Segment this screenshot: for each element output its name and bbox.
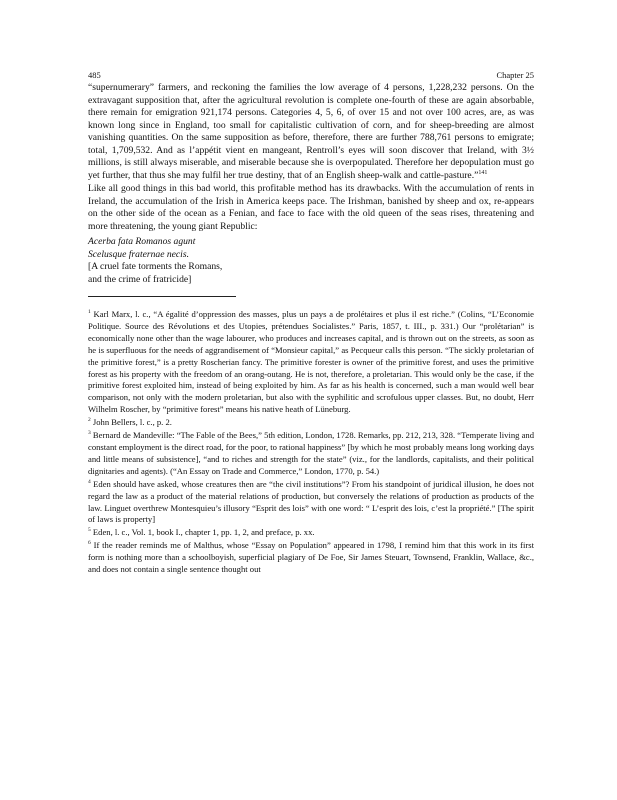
footnote — [88, 430, 534, 478]
footnote-number: 1 — [88, 309, 91, 316]
verse-latin-line: Scelusque fraternae necis. — [88, 248, 189, 260]
footnote-number: 4 — [88, 478, 91, 485]
verse-translation-line: and the crime of fratricide] — [88, 273, 192, 285]
footnote-number: 3 — [88, 430, 91, 437]
footnote-number: 6 — [88, 540, 91, 547]
body-paragraph — [88, 183, 534, 233]
footnotes — [88, 309, 534, 576]
footnote-reference: 141 — [478, 169, 488, 176]
footnote-text: Bernard de Mandeville: “The Fable of the Bees,” 5th edition, London, 1728. Remarks, pp. 212, 213, 328. “Temperate living and constant employment is the direct road, for the poor, to rational happiness” [by which he most probably means long working days and little means of subsistence], “and to riches and strength for the state” (viz., for the landlords, capitalists, and their political dignitaries and agents). (“An Essay on Trade and Commerce,” London, 1770, p. 54.) — [88, 430, 534, 476]
document-page — [88, 70, 534, 577]
footnote-number: 5 — [88, 527, 91, 534]
chapter-title: Chapter 25 — [496, 70, 534, 80]
footnote-text: John Bellers, l. c., p. 2. — [92, 417, 172, 428]
footnote-divider — [88, 296, 236, 297]
footnote-text: If the reader reminds me of Malthus, whose “Essay on Population” appeared in 1798, I remind him that this work in its first form is nothing more than a schoolboyish, superficial plagiary of De Foe, Sir James Steuart, Townsend, Franklin, Wallace, &c., and does not contain a single sentence thought out — [88, 540, 534, 575]
page-header — [88, 70, 534, 81]
page-number: 485 — [88, 70, 101, 80]
footnote — [88, 309, 534, 416]
verse-quotation — [88, 236, 534, 286]
verse-latin-line: Acerba fata Romanos agunt — [88, 236, 196, 247]
footnote — [88, 540, 534, 576]
footnote — [88, 479, 534, 527]
paragraph-text: Like all good things in this bad world, this profitable method has its drawbacks. With the accumulation of rents in Ireland, the accumulation of the Irish in America keeps pace. The Irishman, banished by sheep and ox, re-appears on the other side of the ocean as a Fenian, and face to face with the old queen of the seas rises, threatening and more threatening, the young giant Republic: — [88, 183, 534, 232]
footnote-number: 2 — [88, 417, 91, 424]
body-paragraph — [88, 82, 534, 182]
paragraph-text: “supernumerary” farmers, and reckoning the families the low average of 4 persons, 1,228,232 persons. On the extravagant supposition that, after the agricultural revolution is complete one-fourth of these are again absorbable, there remain for emigration 921,174 persons. Categories 4, 5, 6, of over 15 and not over 100 acres, are, as was known long since in England, too small for capitalistic cultivation of corn, and for sheep-breeding are almost vanishing quantities. On the same supposition as before, therefore, there are further 788,761 persons to emigrate; total, 1,709,532. And as l’appétit vient en mangeant, Rentroll’s eyes will soon discover that Ireland, with 3½ millions, is still always miserable, and miserable because she is overpopulated. Therefore her depopulation must go yet further, that thus she may fulfil her true destiny, that of an English sheep-walk and cattle-pasture.” — [88, 82, 534, 181]
footnote-text: Eden, l. c., Vol. 1, book I., chapter 1, pp. 1, 2, and preface, p. xx. — [92, 527, 315, 538]
footnote-text: Karl Marx, l. c., “A égalité d’oppression des masses, plus un pays a de prolétaires et plus il est riche.” (Colins, “L’Economie Politique. Source des Révolutions et des Utopies, prétendues Socialistes.” Paris, 1857, t. III., p. 331.) Our “prolétarian” is economically none other than the wage labourer, who produces and increases capital, and is thrown out on the streets, as soon as he is superfluous for the needs of aggrandisement of “Monsieur capital,” as Pecqueur calls this person. “The sickly proletarian of the primitive forest,” is a pretty Roscherian fancy. The primitive forester is owner of the primitive forest, and uses the primitive forest as his property with the freedom of an orang-outang. He is not, therefore, a proletarian. This would only be the case, if the primitive forest exploited him, instead of being exploited by him. As far as his health is concerned, such a man would well bear comparison, not only with the modern proletarian, but also with the syphilitic and scrofulous upper classes. But, no doubt, Herr Wilhelm Roscher, by “primitive forest” means his native heath of Lüneburg. — [88, 309, 534, 415]
footnote — [88, 417, 534, 429]
footnote — [88, 527, 534, 539]
footnote-text: Eden should have asked, whose creatures then are “the civil institutions”? From his standpoint of juridical illusion, he does not regard the law as a product of the material relations of production, but conversely the relations of production as products of the law. Linguet overthrew Montesquieu’s illusory “Esprit des lois” with one word: “ L’esprit des lois, c’est la propriété.” [The spirit of laws is property] — [88, 478, 534, 525]
verse-translation-line: [A cruel fate torments the Romans, — [88, 261, 223, 272]
